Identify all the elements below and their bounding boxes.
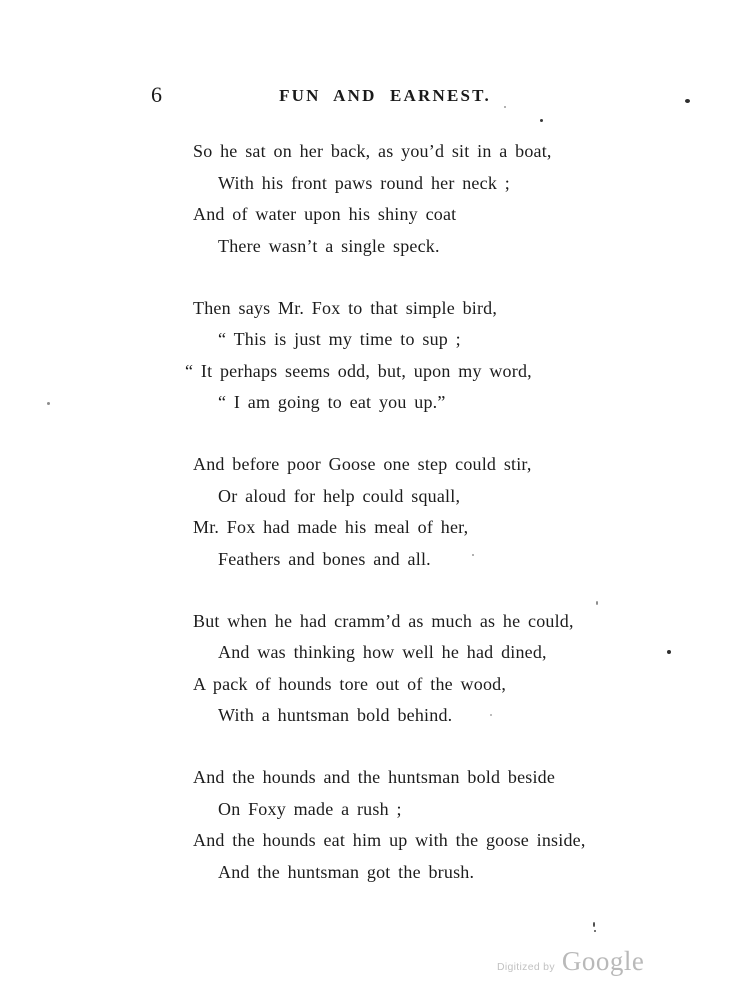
poem-line: Or aloud for help could squall, — [218, 485, 461, 506]
poem-line: And of water upon his shiny coat — [193, 204, 457, 224]
scan-speck — [47, 402, 50, 405]
scan-speck — [685, 99, 690, 103]
google-logo: Google — [561, 946, 645, 976]
scan-speck — [504, 106, 506, 108]
running-header: FUN AND EARNEST. — [279, 86, 491, 105]
poem-line: A pack of hounds tore out of the wood, — [193, 673, 507, 694]
poem-line: And before poor Goose one step could stir, — [193, 454, 532, 474]
digitization-watermark — [497, 946, 644, 977]
poem-line: And the hounds and the huntsman bold beside — [193, 767, 556, 787]
poem — [185, 136, 613, 888]
poem-line: With his front paws round her neck ; — [218, 172, 510, 193]
poem-line: But when he had cramm’d as much as he could, — [193, 610, 574, 631]
page-number: 6 — [151, 82, 162, 107]
watermark-prefix: Digitized by — [497, 961, 555, 973]
scan-speck — [490, 714, 492, 716]
poem-line: Then says Mr. Fox to that simple bird, — [193, 297, 498, 318]
stanza — [193, 136, 613, 262]
poem-line: “ I am going to eat you up.” — [218, 392, 446, 412]
scan-speck — [540, 119, 543, 122]
stanza — [193, 762, 613, 888]
poem-line: “ It perhaps seems odd, but, upon my word, — [185, 360, 532, 381]
poem-line: Mr. Fox had made his meal of her, — [193, 517, 469, 537]
scan-speck — [667, 650, 671, 654]
poem-line: And the huntsman got the brush. — [218, 861, 475, 882]
poem-line: With a huntsman bold behind. — [218, 705, 453, 725]
poem-line: There wasn’t a single speck. — [218, 235, 440, 256]
scan-speck — [596, 601, 598, 605]
stanza — [193, 449, 613, 575]
poem-line: And was thinking how well he had dined, — [218, 642, 547, 662]
scan-speck — [593, 922, 595, 927]
scan-speck — [472, 554, 474, 556]
poem-line: And the hounds eat him up with the goose inside, — [193, 830, 586, 850]
scan-speck — [594, 930, 596, 932]
poem-line: “ This is just my time to sup ; — [218, 329, 461, 349]
poem-line: On Foxy made a rush ; — [218, 798, 402, 819]
stanza — [185, 293, 613, 419]
poem-line: So he sat on her back, as you’d sit in a boat, — [193, 141, 552, 161]
stanza — [193, 606, 613, 732]
poem-line: Feathers and bones and all. — [218, 548, 431, 569]
